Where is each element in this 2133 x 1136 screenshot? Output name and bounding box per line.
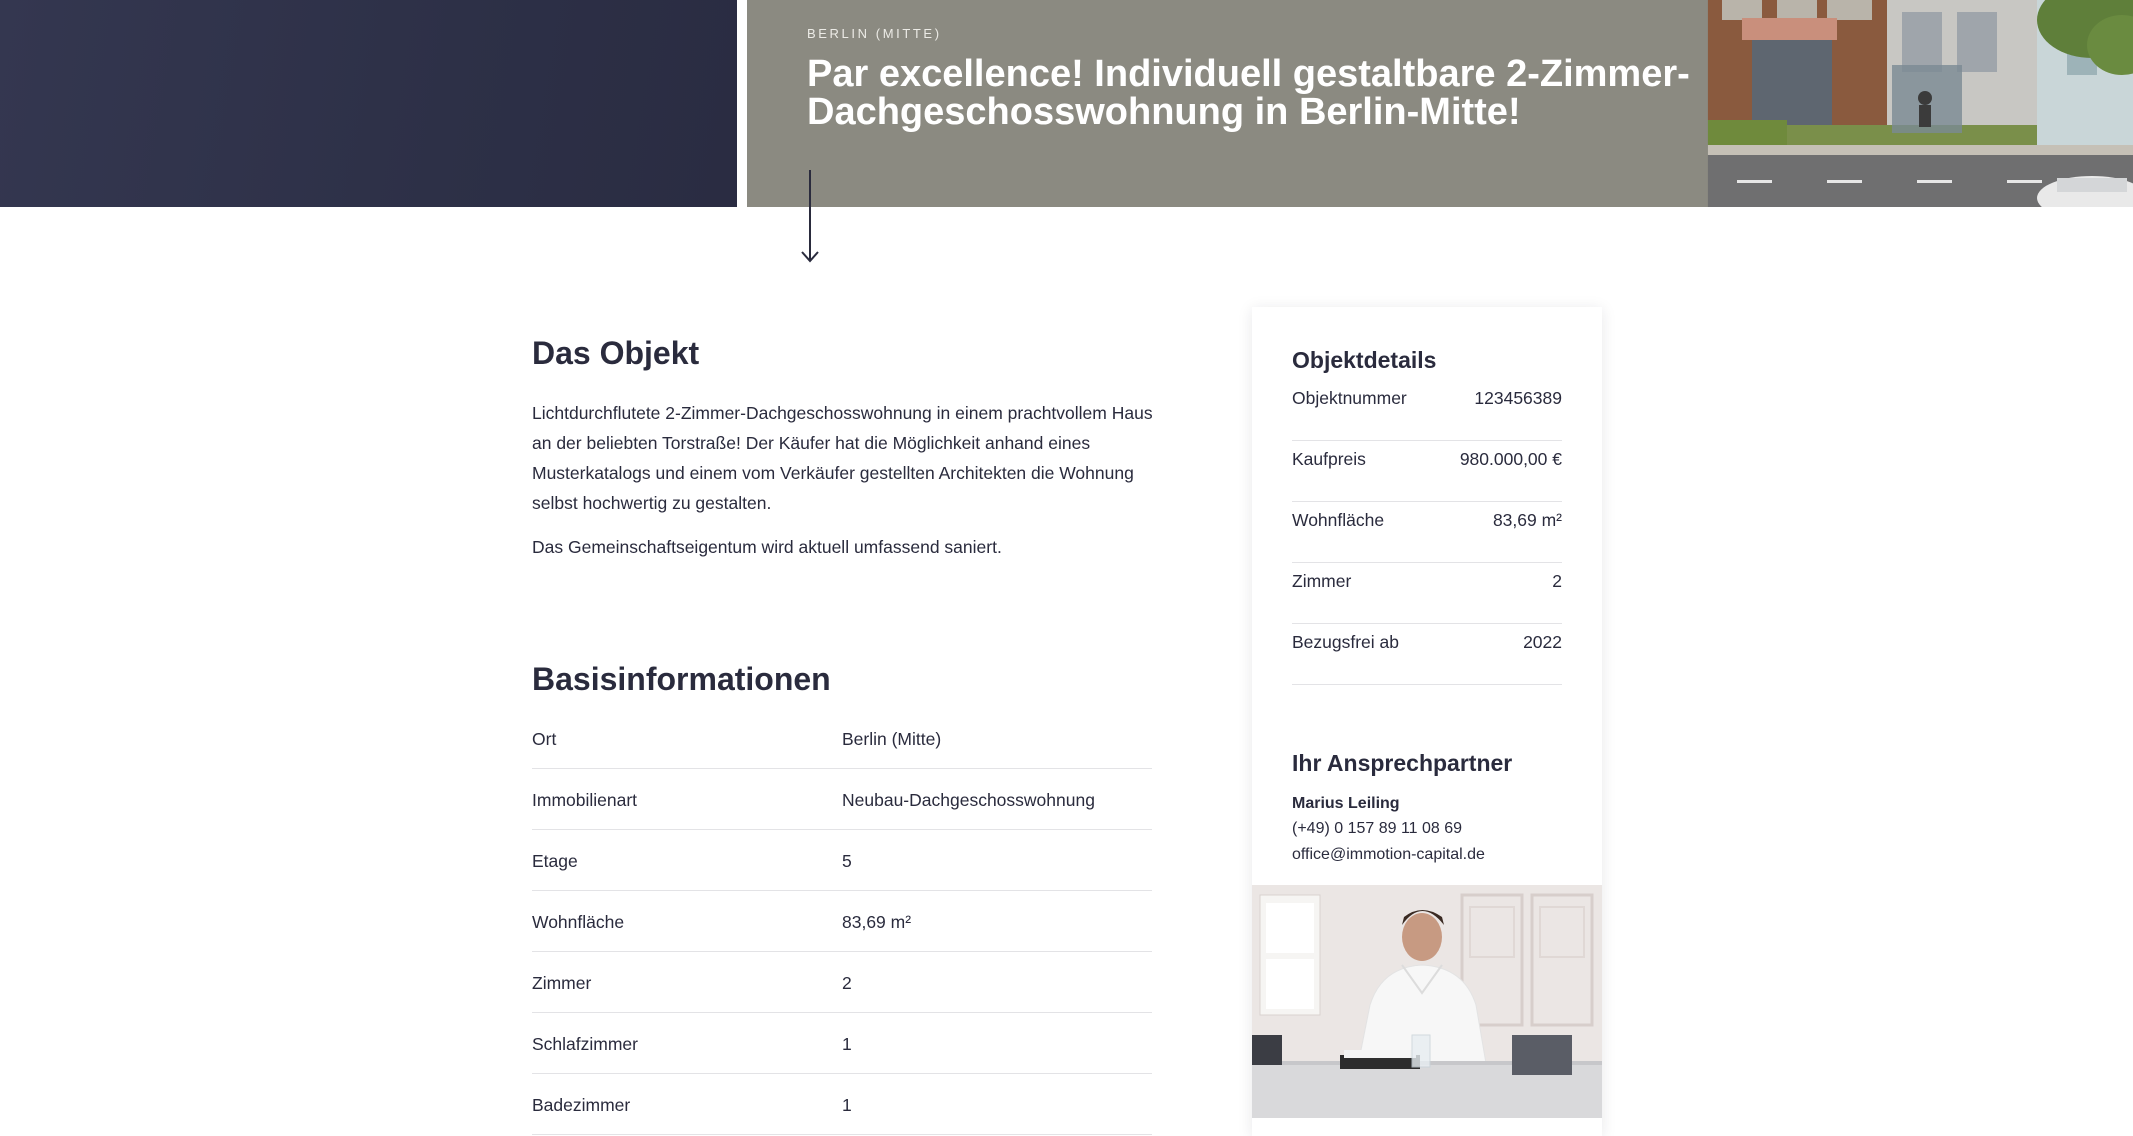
contact-portrait-image: [1252, 885, 1602, 1118]
hero-location-label: BERLIN (MITTE): [807, 26, 942, 41]
detail-row: [1292, 502, 1562, 563]
page-title: Par excellence! Individuell gestaltbare 2-Zimmer-Dachgeschosswohnung in Berlin-Mitte!: [807, 53, 1690, 133]
row-label: Ort: [532, 729, 557, 749]
row-label: Zimmer: [532, 973, 592, 993]
objekt-description: Lichtdurchflutete 2-Zimmer-Dachgeschosswohnung in einem prachtvollem Haus an der beliebten Torstraße! Der Käufer hat die Möglichkeit anhand eines Musterkatalogs und einem vom Verkäufer gestellten Architekten die Wohnung selbst hochwertig zu gestalten.: [532, 403, 1153, 513]
detail-label: Objektnummer: [1292, 388, 1407, 408]
row-value: 5: [842, 851, 852, 871]
details-table: [1292, 380, 1562, 685]
contact-heading: Ihr Ansprechpartner: [1292, 750, 1513, 776]
basis-heading: Basisinformationen: [532, 661, 831, 697]
objekt-note: Das Gemeinschaftseigentum wird aktuell umfassend saniert.: [532, 537, 1002, 557]
detail-label: Bezugsfrei ab: [1292, 632, 1400, 652]
detail-label: Kaufpreis: [1292, 449, 1366, 469]
row-value: 1: [842, 1034, 852, 1054]
table-row: [532, 769, 1152, 830]
row-label: Immobilienart: [532, 790, 638, 810]
hero-dark-panel: [0, 0, 737, 207]
row-value: 2: [842, 973, 852, 993]
objekt-heading: Das Objekt: [532, 335, 700, 371]
table-row: [532, 1074, 1152, 1135]
details-heading: Objektdetails: [1292, 347, 1437, 373]
row-label: Wohnfläche: [532, 912, 625, 932]
property-sidebar-card: [1252, 307, 1602, 1136]
detail-label: Zimmer: [1292, 571, 1352, 591]
table-row: [532, 708, 1152, 769]
detail-value: 2022: [1523, 632, 1562, 652]
row-value: 83,69 m²: [842, 912, 912, 932]
table-row: [532, 891, 1152, 952]
detail-value: 83,69 m²: [1492, 510, 1562, 530]
detail-row: [1292, 441, 1562, 502]
row-value: 1: [842, 1095, 852, 1115]
detail-value: 980.000,00 €: [1459, 449, 1562, 469]
hero-banner: [0, 0, 2133, 207]
row-label: Schlafzimmer: [532, 1034, 638, 1054]
row-label: Etage: [532, 851, 578, 871]
contact-phone-link[interactable]: (+49) 0 157 89 11 08 69: [1292, 820, 1463, 837]
basis-info-table: [532, 708, 1152, 1135]
table-row: [532, 1013, 1152, 1074]
detail-value: 2: [1552, 571, 1562, 591]
detail-row: [1292, 624, 1562, 685]
contact-email-link[interactable]: office@immotion-capital.de: [1292, 846, 1485, 863]
table-row: [532, 952, 1152, 1013]
arrow-down-icon[interactable]: [799, 168, 821, 264]
detail-row: [1292, 380, 1562, 441]
detail-value: 123456389: [1474, 388, 1562, 408]
detail-label: Wohnfläche: [1292, 510, 1385, 530]
contact-name: Marius Leiling: [1292, 795, 1400, 812]
table-row: [532, 830, 1152, 891]
row-value: Berlin (Mitte): [842, 729, 942, 749]
row-label: Badezimmer: [532, 1095, 631, 1115]
detail-row: [1292, 563, 1562, 624]
row-value: Neubau-Dachgeschosswohnung: [842, 790, 1095, 810]
hero-divider: [737, 0, 747, 207]
